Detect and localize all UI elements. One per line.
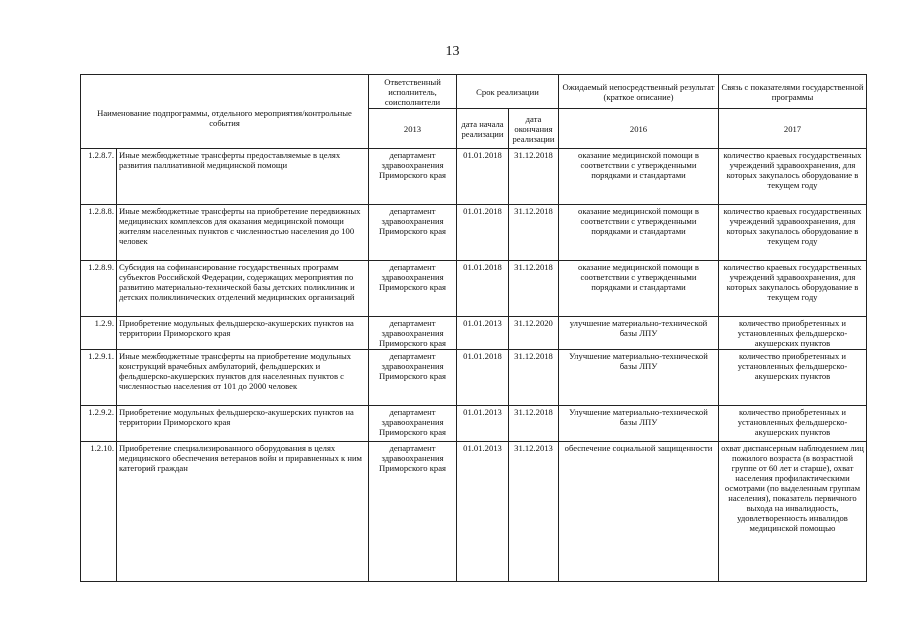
table-row: [81, 149, 867, 205]
row-executor: департамент здравоохранения Приморского края: [369, 261, 457, 317]
row-result: оказание медицинской помощи в соответствии с утвержденными порядками и стандартами: [559, 261, 719, 317]
row-start: 01.01.2018: [457, 149, 509, 205]
header-link: Связь с показателями государственной программы: [719, 75, 867, 109]
row-start: 01.01.2018: [457, 261, 509, 317]
table-row: [81, 406, 867, 442]
table-row: [81, 205, 867, 261]
row-link: количество краевых государственных учреждений здравоохранения, для которых закупалось оборудование в текущем году: [719, 205, 867, 261]
row-name: Иные межбюджетные трансферты предоставляемые в целях развития паллиативной медицинской помощи: [117, 149, 369, 205]
row-result: оказание медицинской помощи в соответствии с утвержденными порядками и стандартами: [559, 205, 719, 261]
table-row: [81, 317, 867, 350]
row-end: 31.12.2018: [509, 406, 559, 442]
row-executor: департамент здравоохранения Приморского края: [369, 149, 457, 205]
row-executor: департамент здравоохранения Приморского края: [369, 406, 457, 442]
row-end: 31.12.2020: [509, 317, 559, 350]
row-name: Иные межбюджетные трансферты на приобретение модульных конструкций врачебных амбулаторий, фельдшерских и фельдшерско-акушерских пунктов для населенных пунктов с численностью населения от 101 до 2000 человек: [117, 350, 369, 406]
row-end: 31.12.2018: [509, 350, 559, 406]
program-table: [80, 74, 867, 582]
table-row: [81, 442, 867, 582]
row-name: Приобретение специализированного оборудования в целях медицинского обеспечения ветеранов войн и приравненных к ним категорий граждан: [117, 442, 369, 582]
row-name: Приобретение модульных фельдшерско-акушерских пунктов на территории Приморского края: [117, 406, 369, 442]
row-start: 01.01.2013: [457, 317, 509, 350]
header-year-result: 2016: [559, 109, 719, 149]
row-end: 31.12.2018: [509, 149, 559, 205]
row-start: 01.01.2018: [457, 350, 509, 406]
header-year-executor: 2013: [369, 109, 457, 149]
row-result: оказание медицинской помощи в соответствии с утвержденными порядками и стандартами: [559, 149, 719, 205]
header-period: Срок реализации: [457, 75, 559, 109]
row-link: количество приобретенных и установленных фельдшерско-акушерских пунктов: [719, 406, 867, 442]
row-code: 1.2.8.7.: [81, 149, 117, 205]
row-code: 1.2.10.: [81, 442, 117, 582]
row-link: количество приобретенных и установленных фельдшерско-акушерских пунктов: [719, 317, 867, 350]
header-name: Наименование подпрограммы, отдельного мероприятия/контрольные события: [81, 75, 369, 149]
row-end: 31.12.2013: [509, 442, 559, 582]
row-result: Улучшение материально-технической базы ЛПУ: [559, 350, 719, 406]
row-name: Иные межбюджетные трансферты на приобретение передвижных медицинских комплексов для оказания медицинской помощи жителям населенных пунктов с численностью населения до 100 человек: [117, 205, 369, 261]
header-executor: Ответственный исполнитель, соисполнители: [369, 75, 457, 109]
header-start: дата начала реализации: [457, 109, 509, 149]
row-executor: департамент здравоохранения Приморского края: [369, 350, 457, 406]
row-start: 01.01.2013: [457, 442, 509, 582]
row-executor: департамент здравоохранения Приморского края: [369, 442, 457, 582]
row-code: 1.2.9.: [81, 317, 117, 350]
row-executor: департамент здравоохранения Приморского края: [369, 317, 457, 350]
row-start: 01.01.2018: [457, 205, 509, 261]
row-start: 01.01.2013: [457, 406, 509, 442]
row-executor: департамент здравоохранения Приморского края: [369, 205, 457, 261]
header-end: дата окончания реализации: [509, 109, 559, 149]
page-number: 13: [445, 44, 460, 59]
header-year-link: 2017: [719, 109, 867, 149]
row-code: 1.2.9.2.: [81, 406, 117, 442]
row-code: 1.2.8.9.: [81, 261, 117, 317]
table-row: [81, 350, 867, 406]
header-result: Ожидаемый непосредственный результат (краткое описание): [559, 75, 719, 109]
row-result: обеспечение социальной защищенности: [559, 442, 719, 582]
row-link: количество краевых государственных учреждений здравоохранения, для которых закупалось оборудование в текущем году: [719, 149, 867, 205]
row-result: Улучшение материально-технической базы ЛПУ: [559, 406, 719, 442]
row-link: охват диспансерным наблюдением лиц пожилого возраста (в возрастной группе от 60 лет и старше), охват населения профилактическими осмотрами (по выделенным группам населения), показатель первичного выхода на инвалидность, удовлетворенность инвалидов медицинской помощью: [719, 442, 867, 582]
row-link: количество приобретенных и установленных фельдшерско-акушерских пунктов: [719, 350, 867, 406]
row-result: улучшение материально-технической базы ЛПУ: [559, 317, 719, 350]
row-link: количество краевых государственных учреждений здравоохранения, для которых закупалось оборудование в текущем году: [719, 261, 867, 317]
row-end: 31.12.2018: [509, 205, 559, 261]
row-end: 31.12.2018: [509, 261, 559, 317]
row-code: 1.2.8.8.: [81, 205, 117, 261]
row-code: 1.2.9.1.: [81, 350, 117, 406]
table-row: [81, 261, 867, 317]
row-name: Субсидия на софинансирование государственных программ субъектов Российской Федерации, содержащих мероприятия по развитию материально-технической базы детских поликлиник и детских поликлинических отделений медицинских организаций: [117, 261, 369, 317]
row-name: Приобретение модульных фельдшерско-акушерских пунктов на территории Приморского края: [117, 317, 369, 350]
